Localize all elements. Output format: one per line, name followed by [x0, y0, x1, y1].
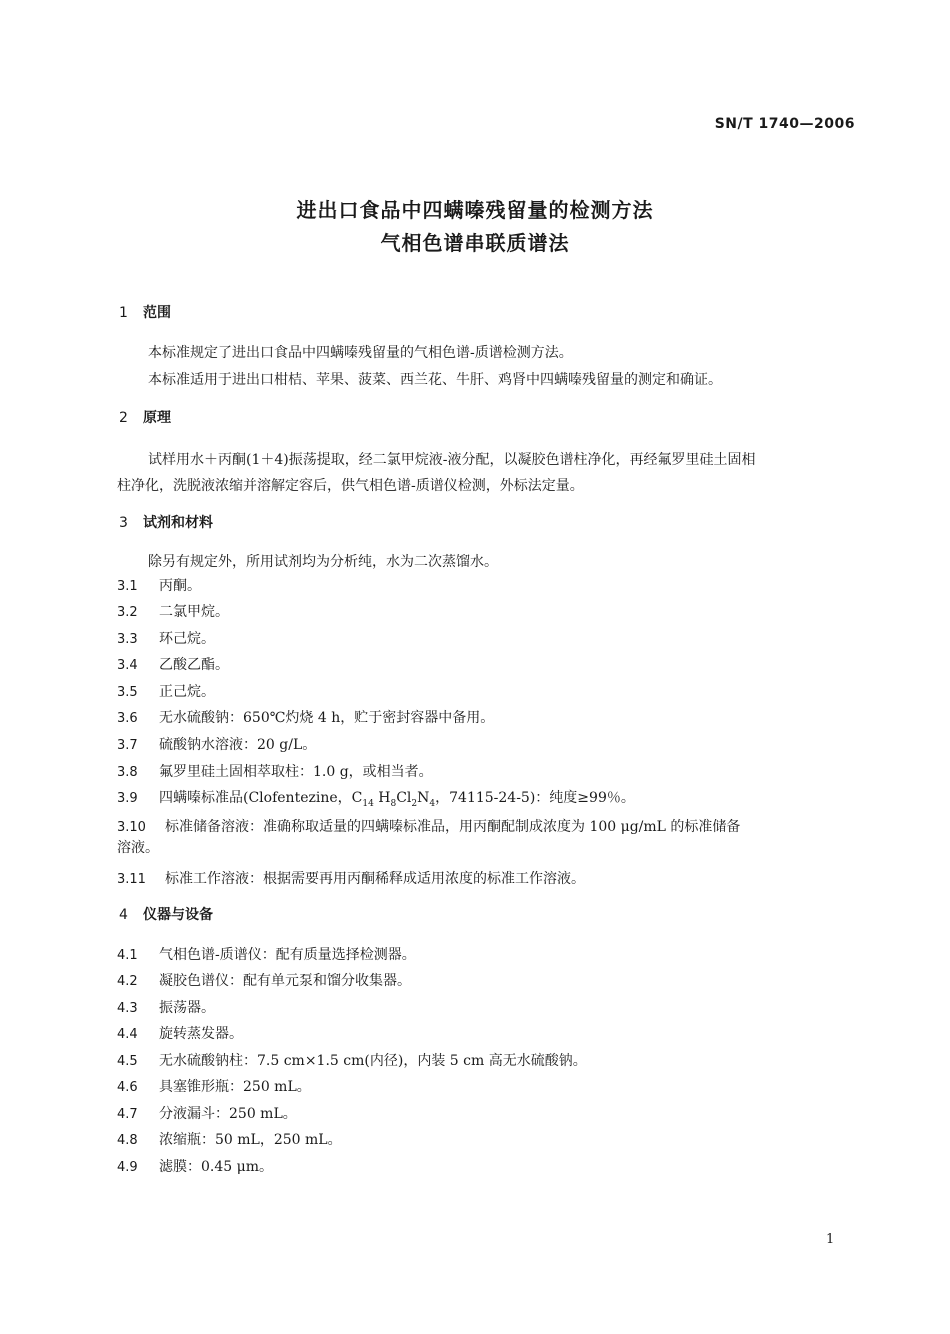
formula-part: Cl — [396, 790, 412, 806]
item-number: 3.4 — [117, 658, 138, 673]
subscript: 2 — [411, 798, 418, 809]
item-text: 具塞锥形瓶：250 mL。 — [159, 1079, 311, 1095]
item-number: 3.9 — [117, 791, 138, 806]
list-item — [117, 681, 215, 701]
item-number: 3.7 — [117, 738, 138, 753]
list-item — [117, 601, 229, 621]
formula-part: N — [417, 790, 430, 806]
paragraph: 除另有规定外，所用试剂均为分析纯，水为二次蒸馏水。 — [148, 554, 498, 570]
section-title: 仪器与设备 — [143, 907, 213, 923]
item-text: 硫酸钠水溶液：20 g/L。 — [159, 737, 317, 753]
item-text: 乙酸乙酯。 — [159, 657, 229, 673]
item-number: 3.1 — [117, 579, 138, 594]
item-number: 4.3 — [117, 1001, 138, 1016]
item-number: 4.6 — [117, 1080, 138, 1095]
item-number: 4.4 — [117, 1027, 138, 1042]
list-item — [117, 734, 316, 754]
item-number: 3.2 — [117, 605, 138, 620]
item-number: 4.1 — [117, 948, 138, 963]
item-number: 3.6 — [117, 711, 138, 726]
item-number: 4.7 — [117, 1107, 138, 1122]
item-continuation: 溶液。 — [117, 840, 159, 856]
item-number: 4.5 — [117, 1054, 138, 1069]
document-title: 进出口食品中四螨嗪残留量的检测方法 — [296, 198, 654, 222]
formula-part: H — [373, 790, 391, 806]
list-item — [117, 707, 494, 727]
list-item — [117, 1023, 243, 1043]
item-text: 标准储备溶液：准确称取适量的四螨嗪标准品，用丙酮配制成浓度为 100 μg/mL 的标准储备 — [165, 819, 741, 835]
list-item — [117, 816, 740, 836]
list-item — [117, 868, 585, 888]
item-text: 无水硫酸钠：650℃灼烧 4 h，贮于密封容器中备用。 — [159, 710, 495, 726]
section-title: 范围 — [143, 305, 171, 321]
page-number: 1 — [826, 1232, 835, 1247]
section-number: 3 — [119, 515, 128, 531]
item-text: 分液漏斗：250 mL。 — [159, 1106, 297, 1122]
list-item — [117, 628, 215, 648]
paragraph: 本标准适用于进出口柑桔、苹果、菠菜、西兰花、牛肝、鸡肾中四螨嗪残留量的测定和确证。 — [148, 372, 722, 388]
item-text: 浓缩瓶：50 mL，250 mL。 — [159, 1132, 342, 1148]
item-text: 氟罗里硅土固相萃取柱：1.0 g，或相当者。 — [159, 764, 433, 780]
item-text: 振荡器。 — [159, 1000, 215, 1016]
list-item — [117, 1156, 273, 1176]
item-text: 环己烷。 — [159, 631, 215, 647]
section-title: 原理 — [143, 410, 171, 426]
item-text: 无水硫酸钠柱：7.5 cm×1.5 cm(内径)，内装 5 cm 高无水硫酸钠。 — [159, 1053, 587, 1069]
list-item — [117, 970, 411, 990]
list-item-formula — [117, 787, 635, 809]
item-text: 二氯甲烷。 — [159, 604, 229, 620]
formula-prefix: 四螨嗪标准品(Clofentezine，C — [159, 790, 363, 806]
list-item — [117, 1076, 311, 1096]
item-number: 4.2 — [117, 974, 138, 989]
list-item — [117, 654, 229, 674]
item-text: 丙酮。 — [159, 578, 201, 594]
subscript: 14 — [362, 798, 374, 809]
list-item — [117, 761, 433, 781]
item-number: 3.10 — [117, 820, 146, 835]
section-number: 4 — [119, 907, 128, 923]
section-number: 1 — [119, 305, 128, 321]
standard-code: SN/T 1740—2006 — [714, 116, 855, 132]
item-number: 3.5 — [117, 685, 138, 700]
list-item — [117, 1129, 342, 1149]
paragraph: 试样用水＋丙酮(1＋4)振荡提取，经二氯甲烷液-液分配，以凝胶色谱柱净化，再经氟罗里硅土固相 — [148, 452, 756, 468]
item-number: 3.8 — [117, 765, 138, 780]
paragraph: 本标准规定了进出口食品中四螨嗪残留量的气相色谱-质谱检测方法。 — [148, 345, 573, 361]
section-title: 试剂和材料 — [143, 515, 213, 531]
item-text: 正己烷。 — [159, 684, 215, 700]
item-text: 凝胶色谱仪：配有单元泵和馏分收集器。 — [159, 973, 411, 989]
item-text: 气相色谱-质谱仪：配有质量选择检测器。 — [159, 947, 416, 963]
list-item — [117, 1050, 587, 1070]
subscript: 4 — [429, 798, 436, 809]
section-number: 2 — [119, 410, 128, 426]
formula-suffix: ，74115-24-5)：纯度≥99％。 — [435, 790, 635, 806]
paragraph-continuation: 柱净化，洗脱液浓缩并溶解定容后，供气相色谱-质谱仪检测，外标法定量。 — [117, 478, 584, 494]
item-number: 3.11 — [117, 872, 146, 887]
item-number: 4.9 — [117, 1160, 138, 1175]
list-item — [117, 575, 201, 595]
document-subtitle: 气相色谱串联质谱法 — [380, 231, 570, 255]
item-number: 3.3 — [117, 632, 138, 647]
item-text: 标准工作溶液：根据需要再用丙酮稀释成适用浓度的标准工作溶液。 — [165, 871, 585, 887]
item-text: 旋转蒸发器。 — [159, 1026, 243, 1042]
item-text: 滤膜：0.45 μm。 — [159, 1159, 273, 1175]
section-heading-principle — [119, 407, 171, 427]
section-heading-apparatus — [119, 904, 213, 924]
list-item — [117, 944, 416, 964]
list-item — [117, 997, 215, 1017]
subscript: 8 — [390, 798, 397, 809]
section-heading-reagents — [119, 512, 213, 532]
section-heading-scope — [119, 302, 171, 322]
item-number: 4.8 — [117, 1133, 138, 1148]
list-item — [117, 1103, 297, 1123]
